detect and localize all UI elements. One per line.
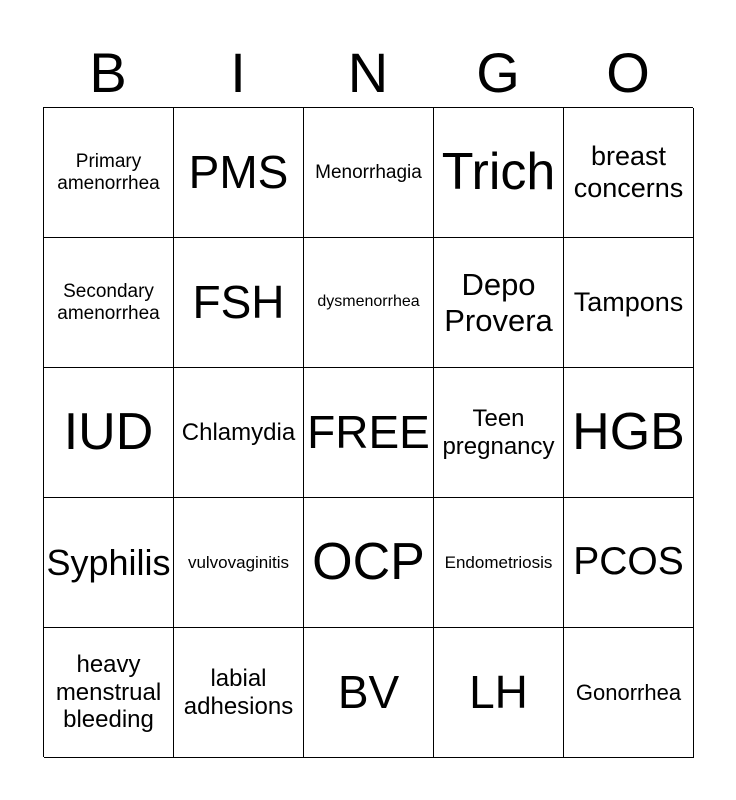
header-letter-g: G: [476, 41, 520, 104]
header-letter-b: B: [89, 41, 127, 104]
bingo-cell[interactable]: vulvovaginitis: [174, 498, 304, 628]
free-space[interactable]: FREE: [304, 368, 434, 498]
bingo-cell[interactable]: FSH: [174, 238, 304, 368]
bingo-cell[interactable]: Menorrhagia: [304, 108, 434, 238]
bingo-cell[interactable]: Chlamydia: [174, 368, 304, 498]
bingo-cell[interactable]: Depo Provera: [434, 238, 564, 368]
bingo-cell[interactable]: labial adhesions: [174, 628, 304, 758]
bingo-cell[interactable]: PMS: [174, 108, 304, 238]
bingo-cell[interactable]: Teen pregnancy: [434, 368, 564, 498]
bingo-cell[interactable]: Gonorrhea: [564, 628, 694, 758]
bingo-cell[interactable]: Primary amenorrhea: [44, 108, 174, 238]
bingo-cell[interactable]: HGB: [564, 368, 694, 498]
bingo-cell[interactable]: heavy menstrual bleeding: [44, 628, 174, 758]
bingo-cell[interactable]: breast concerns: [564, 108, 694, 238]
bingo-header: [43, 40, 693, 106]
header-letter-o: O: [606, 41, 650, 104]
bingo-cell[interactable]: Endometriosis: [434, 498, 564, 628]
bingo-cell[interactable]: Tampons: [564, 238, 694, 368]
bingo-cell[interactable]: PCOS: [564, 498, 694, 628]
bingo-cell[interactable]: OCP: [304, 498, 434, 628]
header-letter-i: I: [230, 41, 246, 104]
bingo-cell[interactable]: Secondary amenorrhea: [44, 238, 174, 368]
bingo-cell[interactable]: Trich: [434, 108, 564, 238]
bingo-cell[interactable]: BV: [304, 628, 434, 758]
bingo-cell[interactable]: LH: [434, 628, 564, 758]
bingo-cell[interactable]: IUD: [44, 368, 174, 498]
bingo-cell[interactable]: dysmenorrhea: [304, 238, 434, 368]
header-letter-n: N: [347, 41, 389, 104]
bingo-board: [43, 107, 693, 757]
bingo-cell[interactable]: Syphilis: [44, 498, 174, 628]
